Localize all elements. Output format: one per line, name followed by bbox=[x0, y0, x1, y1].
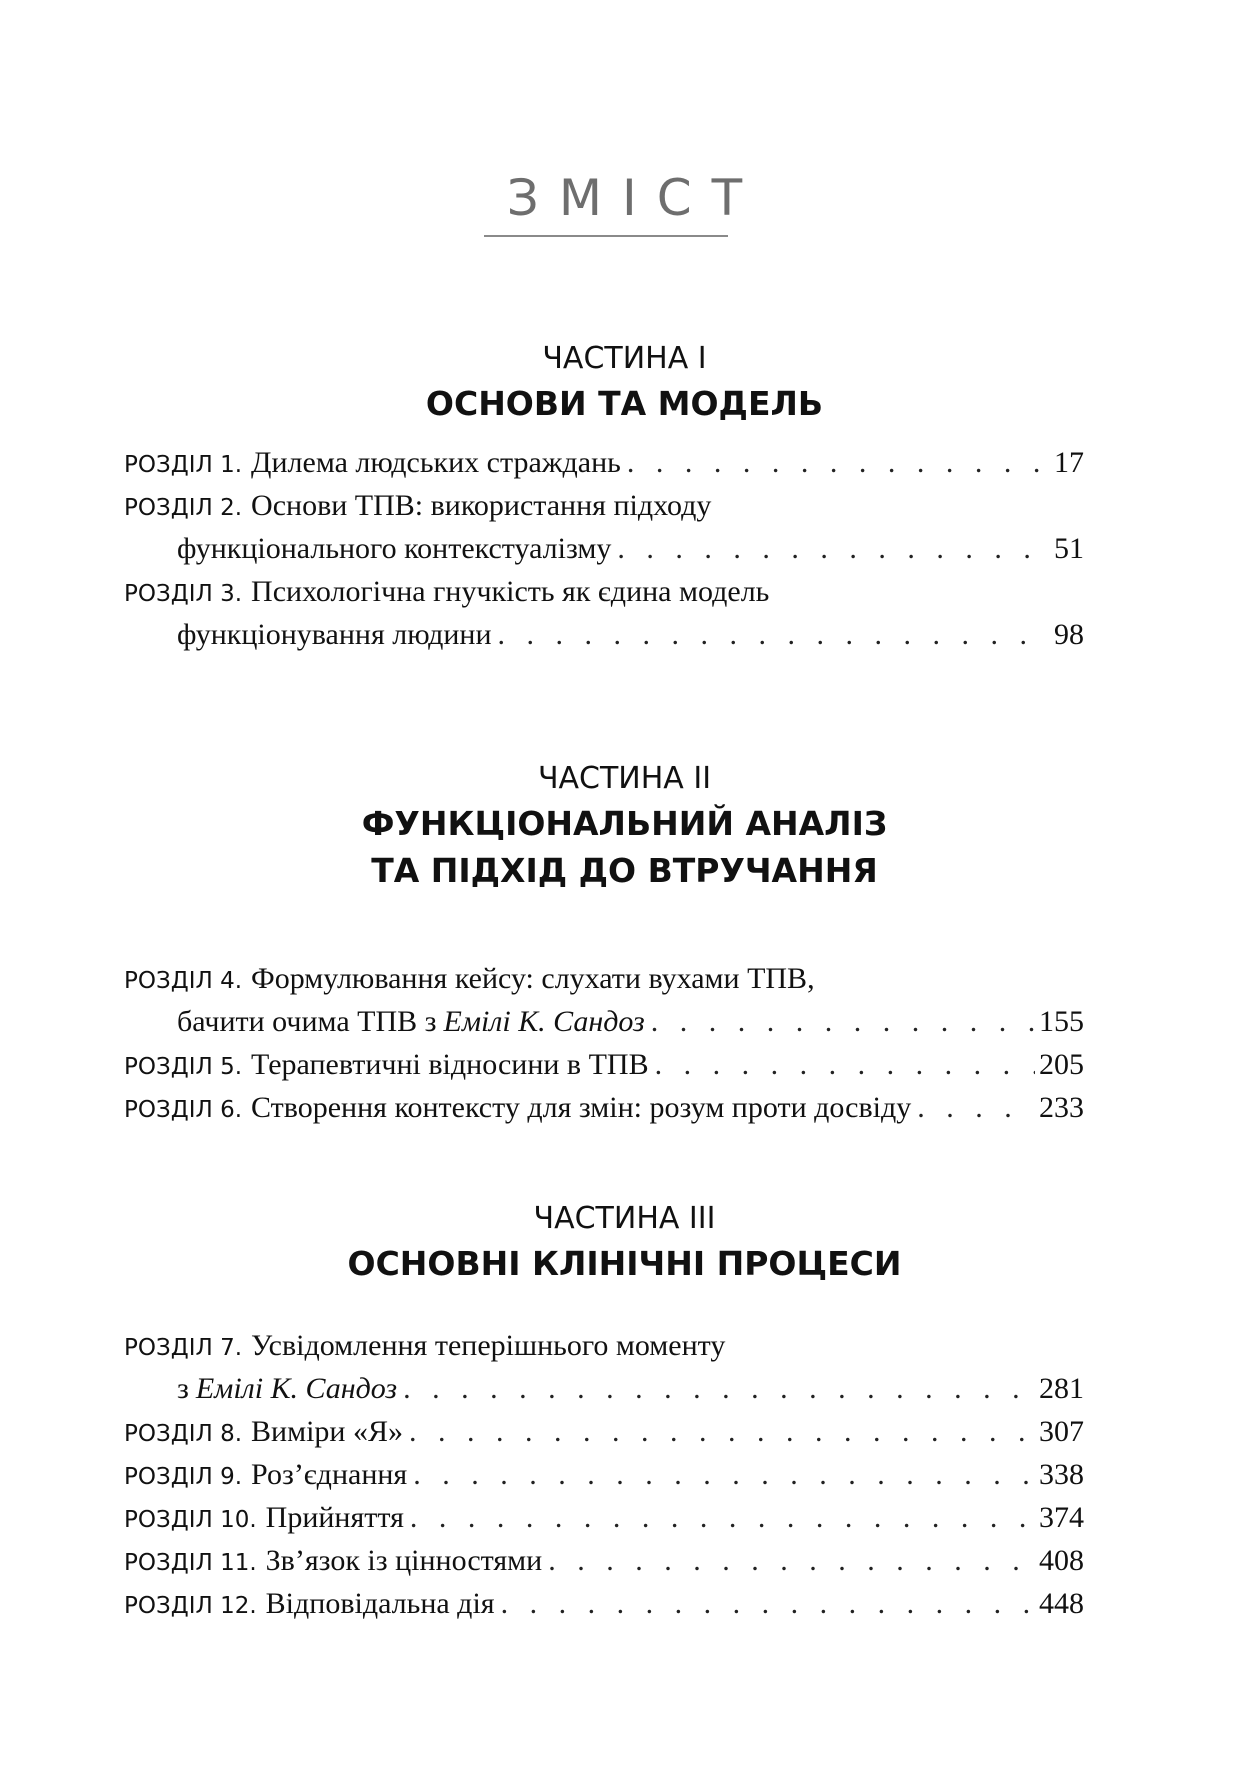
chapter-label: РОЗДІЛ 6. bbox=[124, 1097, 243, 1123]
chapter-9-entry[interactable] bbox=[124, 1458, 1084, 1501]
chapter-7-entry[interactable] bbox=[124, 1329, 1084, 1415]
dot-leader bbox=[548, 1544, 1035, 1578]
chapter-10-entry[interactable] bbox=[124, 1501, 1084, 1544]
part-1-chapter-list bbox=[124, 446, 1084, 661]
part-3-chapter-list bbox=[124, 1329, 1084, 1630]
dot-leader bbox=[403, 1372, 1035, 1406]
part-1-label: ЧАСТИНА I bbox=[542, 341, 707, 376]
dot-leader bbox=[917, 1091, 1035, 1125]
page-number: 448 bbox=[1039, 1587, 1084, 1620]
dot-leader bbox=[410, 1501, 1035, 1535]
chapter-title: Терапевтичні відносини в ТПВ bbox=[251, 1048, 649, 1081]
title-underline bbox=[484, 235, 728, 237]
dot-leader bbox=[627, 446, 1050, 480]
chapter-label: РОЗДІЛ 4. bbox=[124, 968, 243, 994]
chapter-12-entry[interactable] bbox=[124, 1587, 1084, 1630]
chapter-title: Прийняття bbox=[265, 1501, 404, 1534]
chapter-4-entry[interactable] bbox=[124, 962, 1084, 1048]
chapter-title-continued: бачити очима ТПВ з bbox=[177, 1005, 437, 1038]
chapter-label: РОЗДІЛ 2. bbox=[124, 495, 243, 521]
dot-leader bbox=[501, 1587, 1035, 1621]
part-2-chapter-list bbox=[124, 962, 1084, 1134]
chapter-8-entry[interactable] bbox=[124, 1415, 1084, 1458]
chapter-title: Зв’язок із цінностями bbox=[265, 1544, 543, 1577]
page-number: 205 bbox=[1039, 1048, 1084, 1081]
chapter-label: РОЗДІЛ 5. bbox=[124, 1054, 243, 1080]
page-number: 17 bbox=[1054, 446, 1084, 479]
page-title: ЗМІСТ bbox=[506, 169, 763, 227]
page-number: 155 bbox=[1039, 1005, 1084, 1038]
dot-leader bbox=[617, 532, 1050, 566]
page-number: 408 bbox=[1039, 1544, 1084, 1577]
part-2-label: ЧАСТИНА II bbox=[537, 761, 712, 796]
chapter-title-continued: функціонування людини bbox=[177, 618, 492, 651]
chapter-title: Виміри «Я» bbox=[251, 1415, 403, 1448]
chapter-author: Емілі К. Сандоз bbox=[443, 1005, 645, 1038]
part-3-label: ЧАСТИНА III bbox=[533, 1201, 716, 1236]
chapter-title: Створення контексту для змін: розум проти досвіду bbox=[251, 1091, 912, 1124]
chapter-title: Психологічна гнучкість як єдина модель bbox=[251, 575, 770, 608]
chapter-title: Основи ТПВ: використання підходу bbox=[251, 489, 712, 522]
part-2-name-line-2: ТА ПІДХІД ДО ВТРУЧАННЯ bbox=[371, 851, 878, 890]
page-number: 307 bbox=[1039, 1415, 1084, 1448]
page-number: 233 bbox=[1039, 1091, 1084, 1124]
dot-leader bbox=[651, 1005, 1035, 1039]
chapter-title-continued: з bbox=[177, 1372, 189, 1405]
page-number: 98 bbox=[1054, 618, 1084, 651]
chapter-label: РОЗДІЛ 8. bbox=[124, 1421, 243, 1447]
chapter-label: РОЗДІЛ 3. bbox=[124, 581, 243, 607]
part-2-name-line-1: ФУНКЦІОНАЛЬНИЙ АНАЛІЗ bbox=[361, 804, 888, 843]
chapter-title: Формулювання кейсу: слухати вухами ТПВ, bbox=[251, 962, 815, 995]
chapter-title-continued: функціонального контекстуалізму bbox=[177, 532, 612, 565]
page-number: 338 bbox=[1039, 1458, 1084, 1491]
chapter-author: Емілі К. Сандоз bbox=[195, 1372, 398, 1405]
part-3-heading bbox=[0, 1198, 1249, 1287]
dot-leader bbox=[413, 1458, 1035, 1492]
part-1-heading bbox=[0, 338, 1249, 427]
page-number: 374 bbox=[1039, 1501, 1084, 1534]
page-number: 51 bbox=[1054, 532, 1084, 565]
chapter-5-entry[interactable] bbox=[124, 1048, 1084, 1091]
chapter-3-entry[interactable] bbox=[124, 575, 1084, 661]
dot-leader bbox=[498, 618, 1050, 652]
chapter-label: РОЗДІЛ 11. bbox=[124, 1550, 257, 1576]
chapter-label: РОЗДІЛ 1. bbox=[124, 452, 243, 478]
dot-leader bbox=[655, 1048, 1035, 1082]
part-3-name: ОСНОВНІ КЛІНІЧНІ ПРОЦЕСИ bbox=[347, 1244, 902, 1283]
chapter-6-entry[interactable] bbox=[124, 1091, 1084, 1134]
chapter-title: Роз’єднання bbox=[251, 1458, 408, 1491]
chapter-11-entry[interactable] bbox=[124, 1544, 1084, 1587]
part-2-heading bbox=[0, 758, 1249, 894]
dot-leader bbox=[409, 1415, 1035, 1449]
chapter-label: РОЗДІЛ 10. bbox=[124, 1507, 257, 1533]
chapter-label: РОЗДІЛ 9. bbox=[124, 1464, 243, 1490]
chapter-label: РОЗДІЛ 12. bbox=[124, 1593, 257, 1619]
chapter-title: Усвідомлення теперішнього моменту bbox=[251, 1329, 726, 1362]
page-number: 281 bbox=[1039, 1372, 1084, 1405]
chapter-1-entry[interactable] bbox=[124, 446, 1084, 489]
chapter-label: РОЗДІЛ 7. bbox=[124, 1335, 243, 1361]
chapter-2-entry[interactable] bbox=[124, 489, 1084, 575]
part-1-name: ОСНОВИ ТА МОДЕЛЬ bbox=[425, 384, 824, 423]
chapter-title: Відповідальна дія bbox=[265, 1587, 495, 1620]
chapter-title: Дилема людських страждань bbox=[251, 446, 621, 479]
